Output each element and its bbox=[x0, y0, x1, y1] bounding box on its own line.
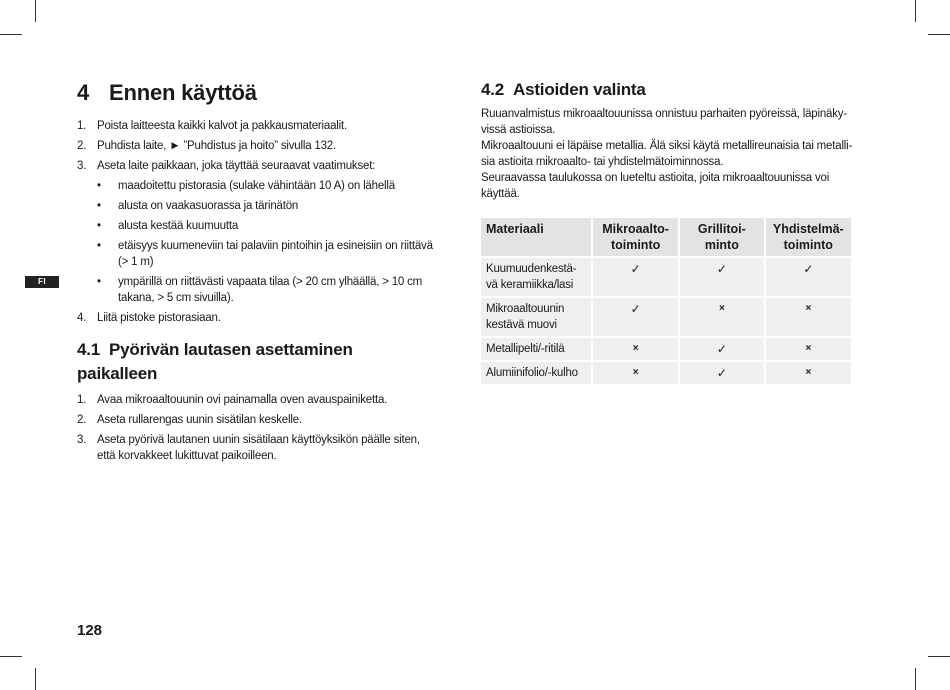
table-row bbox=[481, 298, 851, 336]
subsection-title: Astioiden valinta bbox=[513, 80, 646, 99]
table-row bbox=[481, 258, 851, 296]
material-cell: Kuumuudenkestä-vä keramiikka/lasi bbox=[481, 258, 591, 296]
setup-steps-list bbox=[77, 118, 437, 326]
crop-mark bbox=[915, 0, 916, 22]
paragraph: Seuraavassa taulukossa on lueteltu astioita, joita mikroaaltouunissa voi käyttää. bbox=[481, 172, 830, 200]
list-item bbox=[77, 392, 437, 408]
crop-mark bbox=[35, 668, 36, 690]
check-icon: ✓ bbox=[680, 338, 763, 360]
subsection-number: 4.2 bbox=[481, 80, 505, 99]
cross-icon: × bbox=[593, 362, 678, 384]
column-header-material: Materiaali bbox=[481, 218, 591, 256]
subsection-title: Pyörivän lautasen asettaminen paikalleen bbox=[77, 340, 353, 383]
list-item bbox=[77, 118, 437, 134]
step-number: 3. bbox=[77, 160, 87, 172]
table-row bbox=[481, 338, 851, 360]
table-row bbox=[481, 362, 851, 384]
list-item bbox=[77, 432, 437, 464]
left-column bbox=[77, 78, 437, 468]
section-heading bbox=[77, 78, 437, 108]
crop-mark bbox=[0, 656, 22, 657]
check-icon: ✓ bbox=[593, 258, 678, 296]
crop-mark bbox=[928, 34, 950, 35]
bullet-item: • alusta on vaakasuorassa ja tärinätön bbox=[97, 198, 437, 214]
step-number: 2. bbox=[77, 414, 87, 426]
paragraph: Ruuanvalmistus mikroaaltouunissa onnistuu parhaiten pyöreissä, läpinäkyvissä astioissa. bbox=[481, 108, 848, 136]
step-text: Liitä pistoke pistorasiaan. bbox=[97, 312, 221, 324]
page-number: 128 bbox=[77, 622, 103, 639]
step-text: Puhdista laite, ► ”Puhdistus ja hoito” sivulla 132. bbox=[97, 140, 336, 152]
language-tab: FI bbox=[25, 276, 59, 288]
crop-mark bbox=[0, 34, 22, 35]
table-header-row bbox=[481, 218, 851, 256]
bullet-item: • maadoitettu pistorasia (sulake vähintään 10 A) on lähellä bbox=[97, 178, 437, 194]
step-text: Aseta rullarengas uunin sisätilan keskelle. bbox=[97, 414, 302, 426]
right-column bbox=[481, 78, 853, 386]
requirements-list bbox=[97, 178, 437, 306]
subsection-heading bbox=[481, 78, 853, 102]
check-icon: ✓ bbox=[680, 362, 763, 384]
step-number: 1. bbox=[77, 394, 87, 406]
crop-mark bbox=[928, 656, 950, 657]
cross-icon: × bbox=[766, 362, 851, 384]
list-item bbox=[77, 158, 437, 306]
step-text: Aseta pyörivä lautanen uunin sisätilaan käyttöyksikön päälle siten, että korvakkeet lukittuvat paikoilleen. bbox=[97, 434, 420, 462]
step-number: 4. bbox=[77, 312, 87, 324]
crop-mark bbox=[35, 0, 36, 22]
column-header-microwave: Mikroaalto-toiminto bbox=[593, 218, 678, 256]
cross-icon: × bbox=[766, 298, 851, 336]
paragraph: Mikroaaltouuni ei läpäise metallia. Älä siksi käytä metallireunaisia tai metallisia astioita mikroaalto- tai yhdistelmätoiminnossa. bbox=[481, 140, 853, 168]
bullet-item: • etäisyys kuumeneviin tai palaviin pintoihin ja esineisiin on riittävä (> 1 m) bbox=[97, 238, 437, 270]
step-number: 1. bbox=[77, 120, 87, 132]
column-header-grill: Grillitoi-minto bbox=[680, 218, 763, 256]
check-icon: ✓ bbox=[766, 258, 851, 296]
check-icon: ✓ bbox=[680, 258, 763, 296]
subsection-number: 4.1 bbox=[77, 340, 101, 359]
list-item bbox=[77, 310, 437, 326]
subsection-heading bbox=[77, 338, 437, 386]
crop-mark bbox=[915, 668, 916, 690]
material-cell: Metallipelti/-ritilä bbox=[481, 338, 591, 360]
list-item bbox=[77, 412, 437, 428]
column-header-combination: Yhdistelmä-toiminto bbox=[766, 218, 851, 256]
step-number: 3. bbox=[77, 434, 87, 446]
step-number: 2. bbox=[77, 140, 87, 152]
step-text: Aseta laite paikkaan, joka täyttää seuraavat vaatimukset: bbox=[97, 160, 376, 172]
list-item bbox=[77, 138, 437, 154]
section-number: 4 bbox=[77, 80, 90, 105]
turntable-steps-list bbox=[77, 392, 437, 464]
section-title: Ennen käyttöä bbox=[109, 80, 257, 105]
cross-icon: × bbox=[593, 338, 678, 360]
check-icon: ✓ bbox=[593, 298, 678, 336]
cross-icon: × bbox=[766, 338, 851, 360]
step-text: Poista laitteesta kaikki kalvot ja pakkausmateriaalit. bbox=[97, 120, 347, 132]
cookware-table bbox=[479, 216, 853, 386]
material-cell: Mikroaaltouunin kestävä muovi bbox=[481, 298, 591, 336]
material-cell: Alumiinifolio/-kulho bbox=[481, 362, 591, 384]
bullet-item: • ympärillä on riittävästi vapaata tilaa (> 20 cm ylhäällä, > 10 cm takana, > 5 cm sivuilla). bbox=[97, 274, 437, 306]
cross-icon: × bbox=[680, 298, 763, 336]
step-text: Avaa mikroaaltouunin ovi painamalla oven avauspainiketta. bbox=[97, 394, 388, 406]
bullet-item: • alusta kestää kuumuutta bbox=[97, 218, 437, 234]
